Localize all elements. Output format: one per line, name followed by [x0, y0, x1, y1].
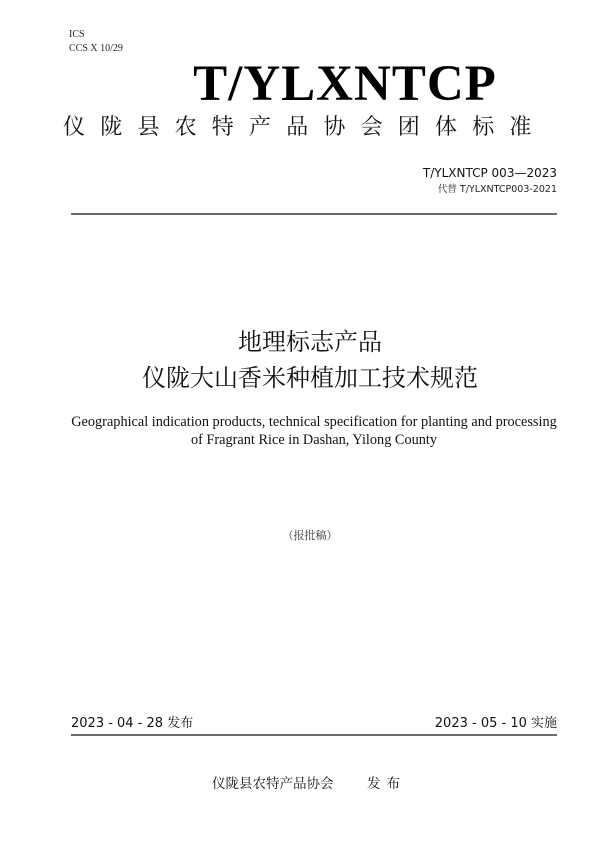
publish-action-label: 发布: [367, 776, 406, 792]
chinese-title-line-1: 地理标志产品: [238, 328, 382, 356]
english-title-line-2: of Fragrant Rice in Dashan, Yilong County: [190, 432, 438, 448]
organization-standard-title: 仪陇县农特产品协会团体标准: [63, 115, 547, 140]
ccs-label: CCS X 10/29: [69, 43, 123, 54]
header-divider: [71, 213, 557, 215]
document-number: T/YLXNTCP 003—2023: [422, 166, 557, 180]
chinese-title-line-2: 仪陇大山香米种植加工技术规范: [142, 364, 478, 392]
draft-status-label: （报批稿）: [282, 529, 338, 542]
footer-divider: [71, 734, 557, 736]
replaces-document: 代替 T/YLXNTCP003-2021: [437, 184, 557, 195]
classification-block: [69, 28, 123, 56]
issue-date: 2023 - 04 - 28 发布: [71, 716, 194, 731]
standard-code-heading: T/YLXNTCP: [193, 56, 497, 112]
english-title-line-1: Geographical indication products, technical specification for planting and processing: [71, 414, 557, 430]
effective-date: 2023 - 05 - 10 实施: [434, 716, 557, 731]
ics-label: ICS: [69, 29, 85, 40]
publisher-name: 仪陇县农特产品协会: [212, 776, 334, 792]
